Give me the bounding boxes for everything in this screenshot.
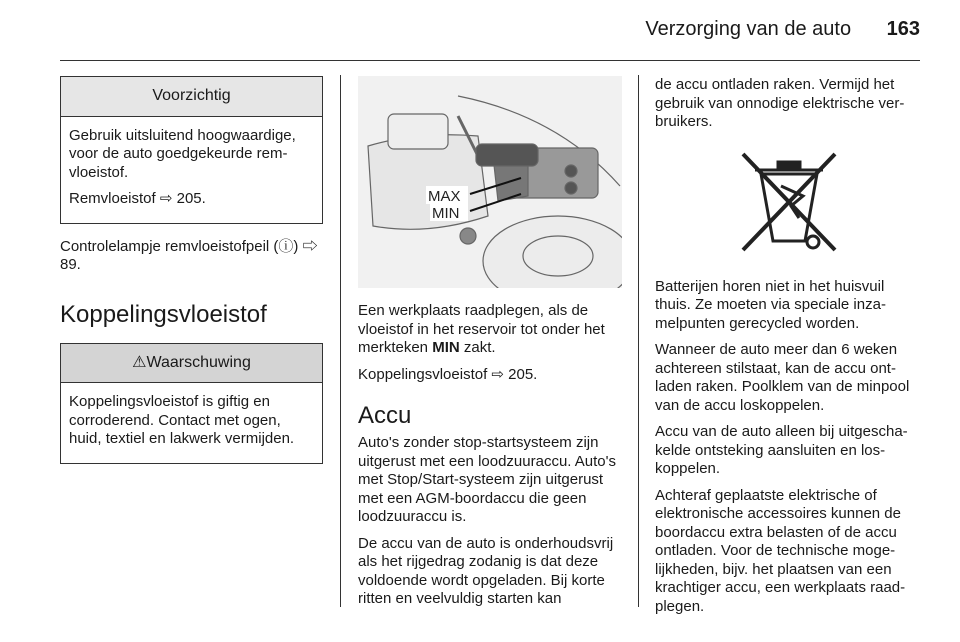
caution-text: Gebruik uitsluitend hoogwaardige, voor de auto goedgekeurde remvloeistof.: [69, 126, 296, 181]
paragraph: de accu ontladen raken. Vermijd het gebruik van onnodige elektrische verbruikers.: [655, 76, 905, 130]
page-number: 163: [886, 18, 920, 40]
caution-box: [60, 76, 323, 224]
heading-battery: Accu: [358, 402, 412, 429]
text: zakt.: [459, 339, 496, 356]
column-divider: [638, 75, 639, 607]
caution-title: Voorzichtig: [61, 77, 322, 117]
column-1: [60, 76, 323, 464]
column-3: [655, 76, 920, 624]
warning-triangle-icon: ⚠: [132, 353, 147, 371]
paragraph: Accu van de auto alleen bij uitgeschakelde ontsteking aansluiten en loskoppelen.: [655, 423, 908, 477]
warning-box: [60, 343, 323, 464]
paragraph: Achteraf geplaatste elektrische of elektronische accessoires kunnen de boordaccu extra belasten of de accu ontladen. Voor de technische mogelijkheden, bijv. het plaatsen van een krachtiger accu, een werkplaats raadplegen.: [655, 486, 906, 615]
paragraph: [358, 302, 622, 358]
warning-title: Waarschuwing: [146, 353, 251, 371]
column-divider: [340, 75, 341, 607]
page-header: [645, 18, 920, 41]
warning-lamp-text: Controlelampje remvloeistofpeil (ⓘ) ⇨ 89.: [60, 237, 318, 273]
clutch-reservoir-illustration: [358, 76, 622, 288]
max-label: MAX: [428, 188, 461, 205]
paragraph: Wanneer de auto meer dan 6 weken achtereen stilstaat, kan de accu ontladen raken. Poolklem van de minpool van de accu loskoppelen.: [655, 341, 910, 414]
caution-ref: Remvloeistof ⇨ 205.: [69, 190, 206, 207]
min-label: MIN: [432, 205, 460, 222]
paragraph: De accu van de auto is onderhoudsvrij als het rijgedrag zodanig is dat deze voldoende wordt opgeladen. Bij korte ritten en veelvuldig starten kan: [358, 534, 614, 607]
clutch-fluid-ref: Koppelingsvloeistof ⇨ 205.: [358, 365, 538, 383]
paragraph: Auto's zonder stop-startsysteem zijn uitgerust met een loodzuuraccu. Auto's met Stop/Start-systeem zijn uitgerust met een AGM-boordaccu die geen loodzuuraccu is.: [358, 434, 617, 525]
heading-clutch-fluid: Koppelingsvloeistof: [60, 300, 267, 328]
paragraph: Batterijen horen niet in het huisvuil thuis. Ze moeten via speciale inzamelpunten gerecycled worden.: [655, 277, 886, 332]
text: Een werkplaats raadplegen, als de vloeistof in het reservoir tot onder het merkteken: [358, 302, 605, 356]
min-mark-text: MIN: [432, 339, 460, 356]
section-title: Verzorging van de auto: [645, 18, 852, 40]
header-rule: [60, 60, 920, 61]
warning-text: Koppelingsvloeistof is giftig en corroderend. Contact met ogen, huid, textiel en lakwerk vermijden.: [69, 393, 295, 447]
crossed-bin-icon: [733, 146, 843, 256]
column-2: [358, 76, 622, 617]
